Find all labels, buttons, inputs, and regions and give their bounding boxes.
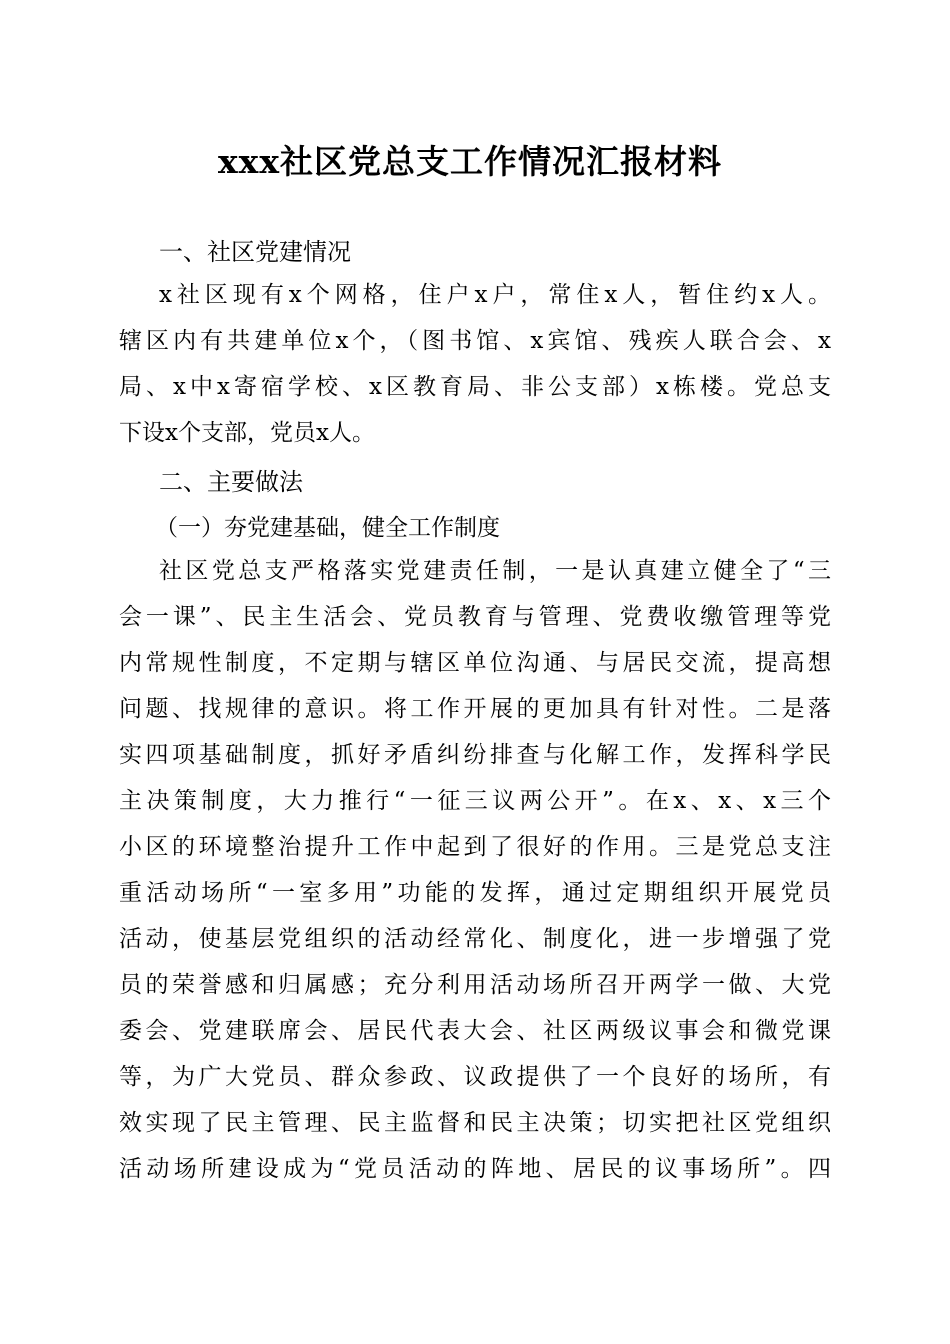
- paragraph-line: 下设x个支部，党员x人。: [119, 420, 375, 446]
- paragraph-line: 员的荣誉感和归属感；充分利用活动场所召开两学一做、大党: [119, 972, 831, 998]
- paragraph-line: 辖区内有共建单位x个，（图书馆、x宾馆、残疾人联合会、x: [119, 328, 831, 354]
- paragraph-line: 实四项基础制度，抓好矛盾纠纷排查与化解工作，发挥科学民: [119, 742, 831, 768]
- paragraph-line: 活动场所建设成为“党员活动的阵地、居民的议事场所”。四: [119, 1156, 831, 1182]
- paragraph-line: 主决策制度，大力推行“一征三议两公开”。在x、x、x三个: [119, 788, 831, 814]
- paragraph-line: 内常规性制度，不定期与辖区单位沟通、与居民交流，提高想: [119, 650, 831, 676]
- paragraph-line: 社区党总支严格落实党建责任制，一是认真建立健全了“三: [159, 558, 831, 584]
- paragraph-line: 重活动场所“一室多用”功能的发挥，通过定期组织开展党员: [119, 880, 831, 906]
- paragraph-line: x社区现有x个网格，住户x户，常住x人，暂住约x人。: [159, 282, 831, 308]
- paragraph-line: 问题、找规律的意识。将工作开展的更加具有针对性。二是落: [119, 696, 831, 722]
- paragraph-responsibility-system: [119, 548, 831, 1192]
- paragraph-line: 局、x中x寄宿学校、x区教育局、非公支部）x栋楼。党总支: [119, 374, 831, 400]
- document-title: xxx社区党总支工作情况汇报材料: [217, 142, 723, 181]
- section-heading-main-practices: 二、主要做法: [159, 468, 303, 496]
- paragraph-line: 小区的环境整治提升工作中起到了很好的作用。三是党总支注: [119, 834, 831, 860]
- section-heading-party-building: 一、社区党建情况: [159, 238, 351, 266]
- document-body: [119, 232, 831, 1198]
- paragraph-line: 效实现了民主管理、民主监督和民主决策；切实把社区党组织: [119, 1110, 831, 1136]
- paragraph-line: 会一课”、民主生活会、党员教育与管理、党费收缴管理等党: [119, 604, 831, 630]
- paragraph-line: 委会、党建联席会、居民代表大会、社区两级议事会和微党课: [119, 1018, 831, 1044]
- paragraph-line: 等，为广大党员、群众参政、议政提供了一个良好的场所，有: [119, 1064, 831, 1090]
- paragraph-community-overview: [119, 272, 831, 456]
- paragraph-line: 活动，使基层党组织的活动经常化、制度化，进一步增强了党: [119, 926, 831, 952]
- subsection-heading-foundation: （一）夯党建基础，健全工作制度: [155, 515, 500, 541]
